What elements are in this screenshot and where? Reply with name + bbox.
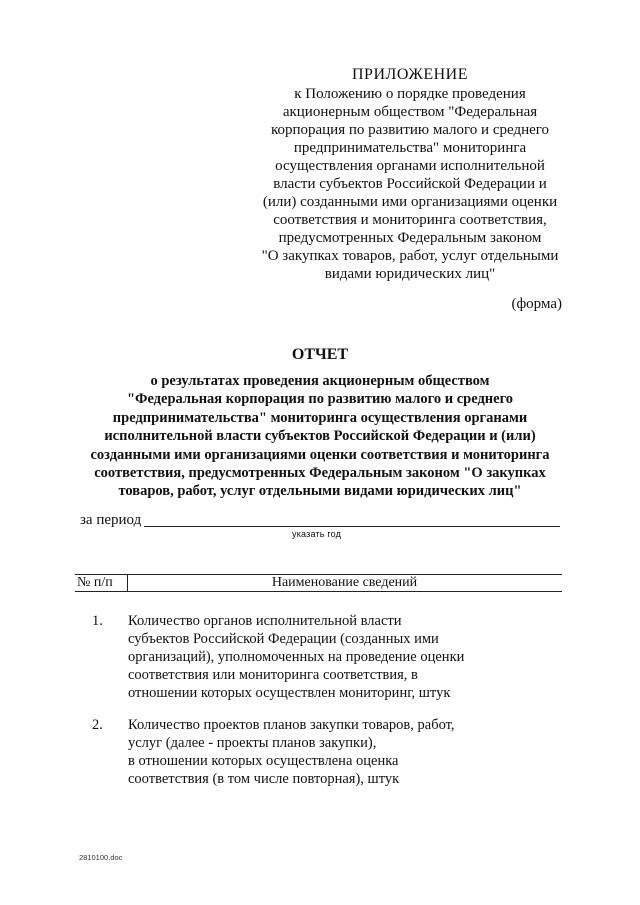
item-text-line: услуг (далее - проекты планов закупки), [128,735,377,751]
table-header [75,574,562,592]
report-description-line: товаров, работ, услуг отдельными видами юридических лиц" [118,483,522,500]
column-header-name: Наименование сведений [271,575,418,590]
appendix-line: предусмотренных Федеральным законом [278,230,542,246]
appendix-line: акционерным обществом "Федеральная [282,104,538,120]
report-description-line: предпринимательства" мониторинга осуществления органами [112,409,528,426]
report-description-line: о результатах проведения акционерным обществом [150,373,490,389]
report-title: ОТЧЕТ [291,346,349,363]
item-text-line: организаций), уполномоченных на проведение оценки [128,649,465,665]
item-text-line: в отношении которых осуществлена оценка [128,753,399,769]
appendix-line: осуществления органами исполнительной [275,158,545,174]
item-text [128,612,568,702]
appendix-line: корпорация по развитию малого и среднего [270,122,550,138]
appendix-line: соответствия и мониторинга соответствия, [273,212,547,228]
appendix-line: видами юридических лиц" [324,266,496,282]
item-text-line: отношении которых осуществлен мониторинг, штук [128,685,451,701]
report-description-line: исполнительной власти субъектов Российской Федерации и (или) [104,428,536,445]
item-text-line: соответствия (в том числе повторная), штук [128,771,400,787]
appendix-line: к Положению о порядке проведения [294,86,526,102]
period-label: за период [80,512,142,528]
report-description-line: соответствия, предусмотренных Федеральным законом "О закупках [94,465,546,482]
footer-filename: 2810100.doc [79,853,123,862]
appendix-title: ПРИЛОЖЕНИЕ [351,66,468,83]
report-description-line: "Федеральная корпорация по развитию малого и среднего [126,391,514,408]
column-header-number: № п/п [75,575,128,591]
item-number: 2. [92,717,103,733]
report-description-line: созданными ими организациями оценки соответствия и мониторинга [90,446,550,463]
appendix-line: (или) созданными ими организациями оценки [262,194,558,210]
item-text [128,716,568,788]
period-hint: указать год [292,529,342,539]
form-label: (форма) [511,296,562,312]
item-text-line: субъектов Российской Федерации (созданных ими [128,631,439,647]
appendix-line: предпринимательства" мониторинга [293,140,527,156]
item-text-line: Количество проектов планов закупки товаров, работ, [128,717,455,733]
item-text-line: соответствия или мониторинга соответствия, в [128,667,418,683]
appendix-line: "О закупках товаров, работ, услуг отдельными [261,248,559,264]
item-number: 1. [92,613,103,629]
period-blank-line [144,526,560,527]
item-text-line: Количество органов исполнительной власти [128,613,402,629]
report-description [70,372,570,501]
appendix-header [250,66,570,283]
appendix-line: власти субъектов Российской Федерации и [273,176,547,192]
